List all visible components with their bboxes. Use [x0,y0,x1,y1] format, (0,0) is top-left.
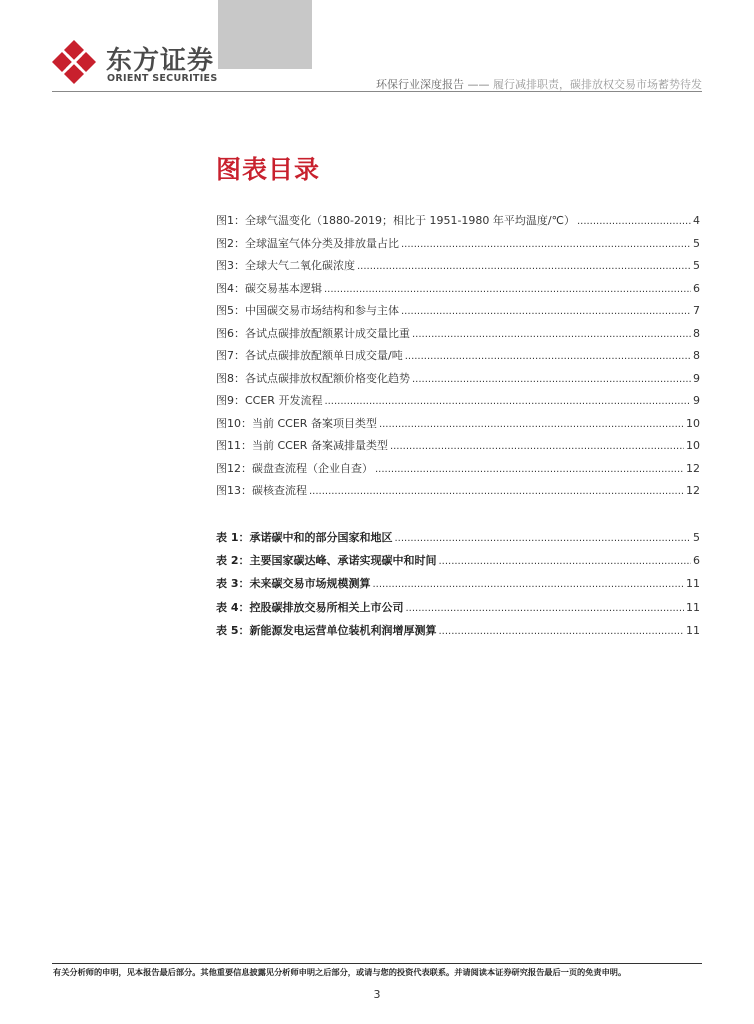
header-separator: —— [467,78,490,91]
report-type: 环保行业深度报告 [376,78,464,91]
toc-table-page: 11 [686,577,700,591]
toc-figure-page: 12 [686,461,700,475]
toc-figure-2[interactable] [216,235,700,258]
toc-table-5[interactable] [216,622,700,645]
toc-figure-label: 图10：当前 CCER 备案项目类型 [216,416,377,430]
toc-table-4[interactable] [216,599,700,622]
page-number: 3 [373,988,381,1001]
toc-figure-label: 图1：全球气温变化（1880-2019；相比于 1951-1980 年平均温度/℃） [216,214,575,227]
orient-securities-logo-icon [50,38,98,86]
toc-figure-label: 图3：全球大气二氧化碳浓度 [216,259,355,272]
toc-figure-label: 图2：全球温室气体分类及排放量占比 [216,236,399,250]
report-title: 履行减排职责，碳排放权交易市场蓄势待发 [493,78,702,91]
toc-table-label: 表 1：承诺碳中和的部分国家和地区 [216,531,393,544]
toc-leader-dots [401,306,691,317]
toc-table-page: 11 [686,623,700,637]
header-divider [52,91,702,92]
toc-figure-9[interactable] [216,392,700,415]
table-list [216,529,700,645]
toc-figure-page: 5 [693,259,700,272]
toc-leader-dots [438,556,691,567]
toc-figure-11[interactable] [216,437,700,460]
toc-table-label: 表 3：未来碳交易市场规模测算 [216,577,371,591]
toc-figure-page: 8 [693,326,700,340]
toc-table-label: 表 2：主要国家碳达峰、承诺实现碳中和时间 [216,554,437,568]
toc-figure-8[interactable] [216,370,700,393]
toc-leader-dots [390,441,684,452]
toc-figure-label: 图9：CCER 开发流程 [216,394,323,407]
toc-figure-page: 6 [693,281,700,295]
toc-figure-label: 图8：各试点碳排放权配额价格变化趋势 [216,371,410,385]
toc-figure-4[interactable] [216,280,700,303]
toc-leader-dots [412,329,691,340]
toc-leader-dots [412,374,691,385]
toc-leader-dots [438,626,684,637]
toc-leader-dots [405,351,691,362]
toc-leader-dots [324,284,691,295]
toc-leader-dots [394,533,691,544]
toc-figure-6[interactable] [216,325,700,348]
toc-figure-label: 图6：各试点碳排放配额累计成交量比重 [216,326,410,340]
toc-figure-3[interactable] [216,257,700,280]
toc-figure-7[interactable] [216,347,700,370]
toc-figure-page: 7 [693,304,700,317]
toc-table-label: 表 5：新能源发电运营单位装机利润增厚测算 [216,623,437,637]
toc-figure-label: 图4：碳交易基本逻辑 [216,281,322,295]
toc-figure-page: 5 [693,236,700,250]
company-name-en: ORIENT SECURITIES [107,73,218,84]
toc-leader-dots [372,579,684,590]
toc-leader-dots [577,216,691,227]
company-logo [50,36,250,92]
toc-figure-10[interactable] [216,415,700,438]
footer-disclaimer: 有关分析师的申明，见本报告最后部分。其他重要信息披露见分析师申明之后部分，或请与您的投资代表联系。并请阅读本证券研究报告最后一页的免责申明。 [53,967,627,977]
toc-figure-page: 10 [686,416,700,430]
toc-table-page: 6 [693,554,700,568]
figure-list [216,212,700,505]
toc-figure-label: 图12：碳盘查流程（企业自查） [216,461,373,475]
toc-table-3[interactable] [216,575,700,598]
toc-figure-label: 图5：中国碳交易市场结构和参与主体 [216,304,399,317]
toc-table-label: 表 4：控股碳排放交易所相关上市公司 [216,600,404,614]
toc-figure-page: 9 [693,394,700,407]
toc-figure-page: 8 [693,349,700,362]
toc-table-page: 5 [693,531,700,544]
toc-leader-dots [379,419,684,430]
toc-figure-page: 12 [686,484,700,497]
toc-figure-page: 4 [693,214,700,227]
toc-table-1[interactable] [216,529,700,552]
toc-table-page: 11 [686,600,700,614]
toc-figure-page: 10 [686,439,700,452]
report-header [376,76,702,92]
toc-leader-dots [324,396,691,407]
toc-figure-12[interactable] [216,460,700,483]
toc-figure-label: 图13：碳核查流程 [216,484,307,497]
toc-figure-13[interactable] [216,482,700,505]
toc-figure-5[interactable] [216,302,700,325]
toc-leader-dots [309,486,684,497]
toc-leader-dots [357,261,691,272]
toc-figure-label: 图11：当前 CCER 备案减排量类型 [216,439,388,452]
toc-title: 图表目录 [216,155,321,184]
toc-figure-1[interactable] [216,212,700,235]
toc-figure-label: 图7：各试点碳排放配额单日成交量/吨 [216,349,403,362]
toc-leader-dots [375,464,684,475]
company-name-cn: 东方证券 [106,46,215,76]
toc-leader-dots [401,239,691,250]
toc-leader-dots [405,603,684,614]
toc-figure-page: 9 [693,371,700,385]
toc-table-2[interactable] [216,552,700,575]
footer-divider [52,963,702,964]
